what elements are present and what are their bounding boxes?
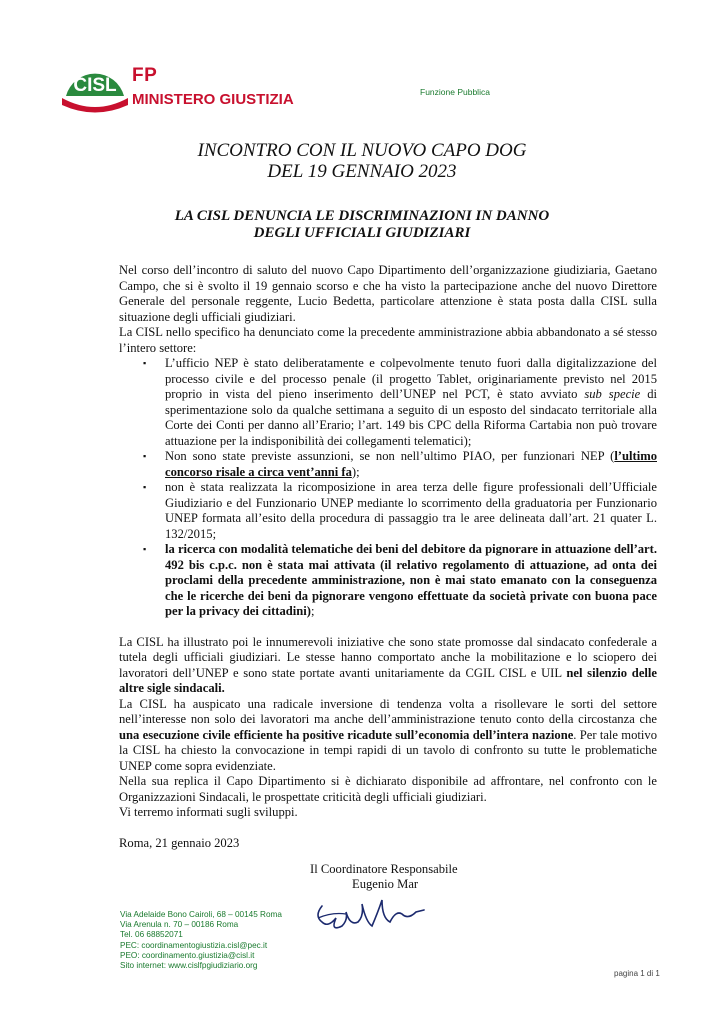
paragraph-1: Nel corso dell’incontro di saluto del nuovo Capo Dipartimento dell’organizzazione giudiziaria, Gaetano Campo, che si è svolto il 19 gennaio scorso e che ha visto la partecipazione anche del nuovo Direttore Generale del personale reggente, Lucio Bedetta, particolare attenzione è stata posta dalla CISL sulla situazione degli ufficiali giudiziari.: [119, 263, 657, 324]
signatory-role: Il Coordinatore Responsabile: [310, 862, 458, 876]
logo-cisl-text: CISL: [73, 75, 117, 96]
footer-peo: PEO: coordinamento.giustizia@cisl.it: [120, 950, 255, 960]
bullet-icon: ▪: [143, 544, 147, 554]
cisl-logo-icon: [60, 58, 130, 114]
paragraph-5: Nella sua replica il Capo Dipartimento si è dichiarato disponibile ad affrontare, nel confronto con le Organizzazioni Sindacali, le prospettate criticità degli ufficiali giudiziari.: [119, 774, 657, 804]
signatory-name: Eugenio Mar: [352, 877, 419, 891]
subtitle-line-2: DEGLI UFFICIALI GIUDIZIARI: [253, 225, 471, 241]
handwritten-signature-icon: [312, 892, 432, 940]
bullet-icon: ▪: [143, 451, 147, 461]
paragraph-6: Vi terremo informati sugli sviluppi.: [119, 805, 298, 819]
document-title: [0, 140, 724, 182]
footer-contacts: [120, 910, 282, 971]
footer-pec: PEC: coordinamentogiustizia.cisl@pec.it: [120, 940, 268, 950]
bullet-list: [119, 356, 657, 620]
footer-address-2: Via Arenula n. 70 – 00186 Roma: [120, 920, 239, 930]
funzione-pubblica-label: Funzione Pubblica: [420, 87, 490, 97]
page-number: pagina 1 di 1: [614, 969, 660, 978]
list-item: ▪ la ricerca con modalità telematiche dei beni del debitore da pignorare in attuazione dell’art. 492 bis c.p.c. non è stata mai attivata (il relativo regolamento di attuazione, ad onta dei proclami della precedente amministrazione, non è mai stato emanato con la conseguenza che le ricerche dei beni da pignorare vengono effettuate da società private con buona pace per la privacy dei cittadini);: [143, 542, 657, 618]
signature-block: [310, 862, 458, 892]
title-line-1: INCONTRO CON IL NUOVO CAPO DOG: [197, 140, 527, 161]
title-line-2: DEL 19 GENNAIO 2023: [267, 161, 457, 182]
bullet-icon: ▪: [143, 358, 147, 368]
document-body: [119, 263, 657, 851]
footer-website: Sito internet: www.cislfpgiudiziario.org: [120, 961, 258, 971]
logo-ministero-text: MINISTERO GIUSTIZIA: [132, 91, 294, 108]
list-item: ▪ non è stata realizzata la ricomposizione in area terza delle figure professionali dell’Ufficiale Giudiziario e del Funzionario UNEP mediante lo scorrimento della graduatoria per Funzionario UNEP formata all’esito della procedura di passaggio tra le aree delineata dall’art. 21 quater L. 132/2015;: [143, 480, 657, 541]
cisl-fp-logo: [60, 58, 300, 118]
paragraph-2: La CISL nello specifico ha denunciato come la precedente amministrazione abbia abbandonato a sé stesso l’intero settore:: [119, 325, 657, 355]
list-item: ▪ Non sono state previste assunzioni, se non nell’ultimo PIAO, per funzionari NEP (l’ultimo concorso risale a circa vent’anni fa);: [143, 449, 657, 479]
paragraph-3: La CISL ha illustrato poi le innumerevoli iniziative che sono state promosse dal sindacato confederale a tutela degli ufficiali giudiziari. Le stesse hanno comportato anche la mobilitazione e lo sciopero dei lavoratori dell’UNEP e sono state portate avanti unitariamente da CGIL CISL e UIL nel silenzio delle altre sigle sindacali.: [119, 634, 657, 695]
footer-address-1: Via Adelaide Bono Cairoli, 68 – 00145 Roma: [120, 910, 282, 919]
logo-fp-text: FP: [132, 65, 158, 86]
list-item: ▪ L’ufficio NEP è stato deliberatamente e colpevolmente tenuto fuori dalla digitalizzazione del processo civile e del processo penale (il progetto Tablet, originariamente previsto nel 2015 proprio in vista del pieno inserimento dell’UNEP nel PCT, è stato avviato sub specie di sperimentazione solo da qualche settimana a seguito di un esposto del sindacato territoriale alla Corte dei Conti per danno all’Erario; l’art. 149 bis CPC della Riforma Cartabia non può trovare attuazione per la indisponibilità dei collegamenti telematici);: [143, 356, 657, 448]
bullet-icon: ▪: [143, 482, 147, 492]
document-date: Roma, 21 gennaio 2023: [119, 835, 240, 850]
paragraph-4: La CISL ha auspicato una radicale inversione di tendenza volta a risollevare le sorti del settore nell’interesse non solo dei lavoratori ma anche dell’amministrazione tenuto conto della circostanza che una esecuzione civile efficiente ha positive ricadute sull’economia dell’intera nazione. Per tale motivo la CISL ha chiesto la convocazione in tempi rapidi di un tavolo di confronto su tutte le problematiche UNEP come sopra evidenziate.: [119, 696, 657, 773]
subtitle-line-1: LA CISL DENUNCIA LE DISCRIMINAZIONI IN DANNO: [174, 208, 550, 224]
document-subtitle: [0, 208, 724, 242]
footer-phone: Tel. 06 68852071: [120, 930, 183, 940]
